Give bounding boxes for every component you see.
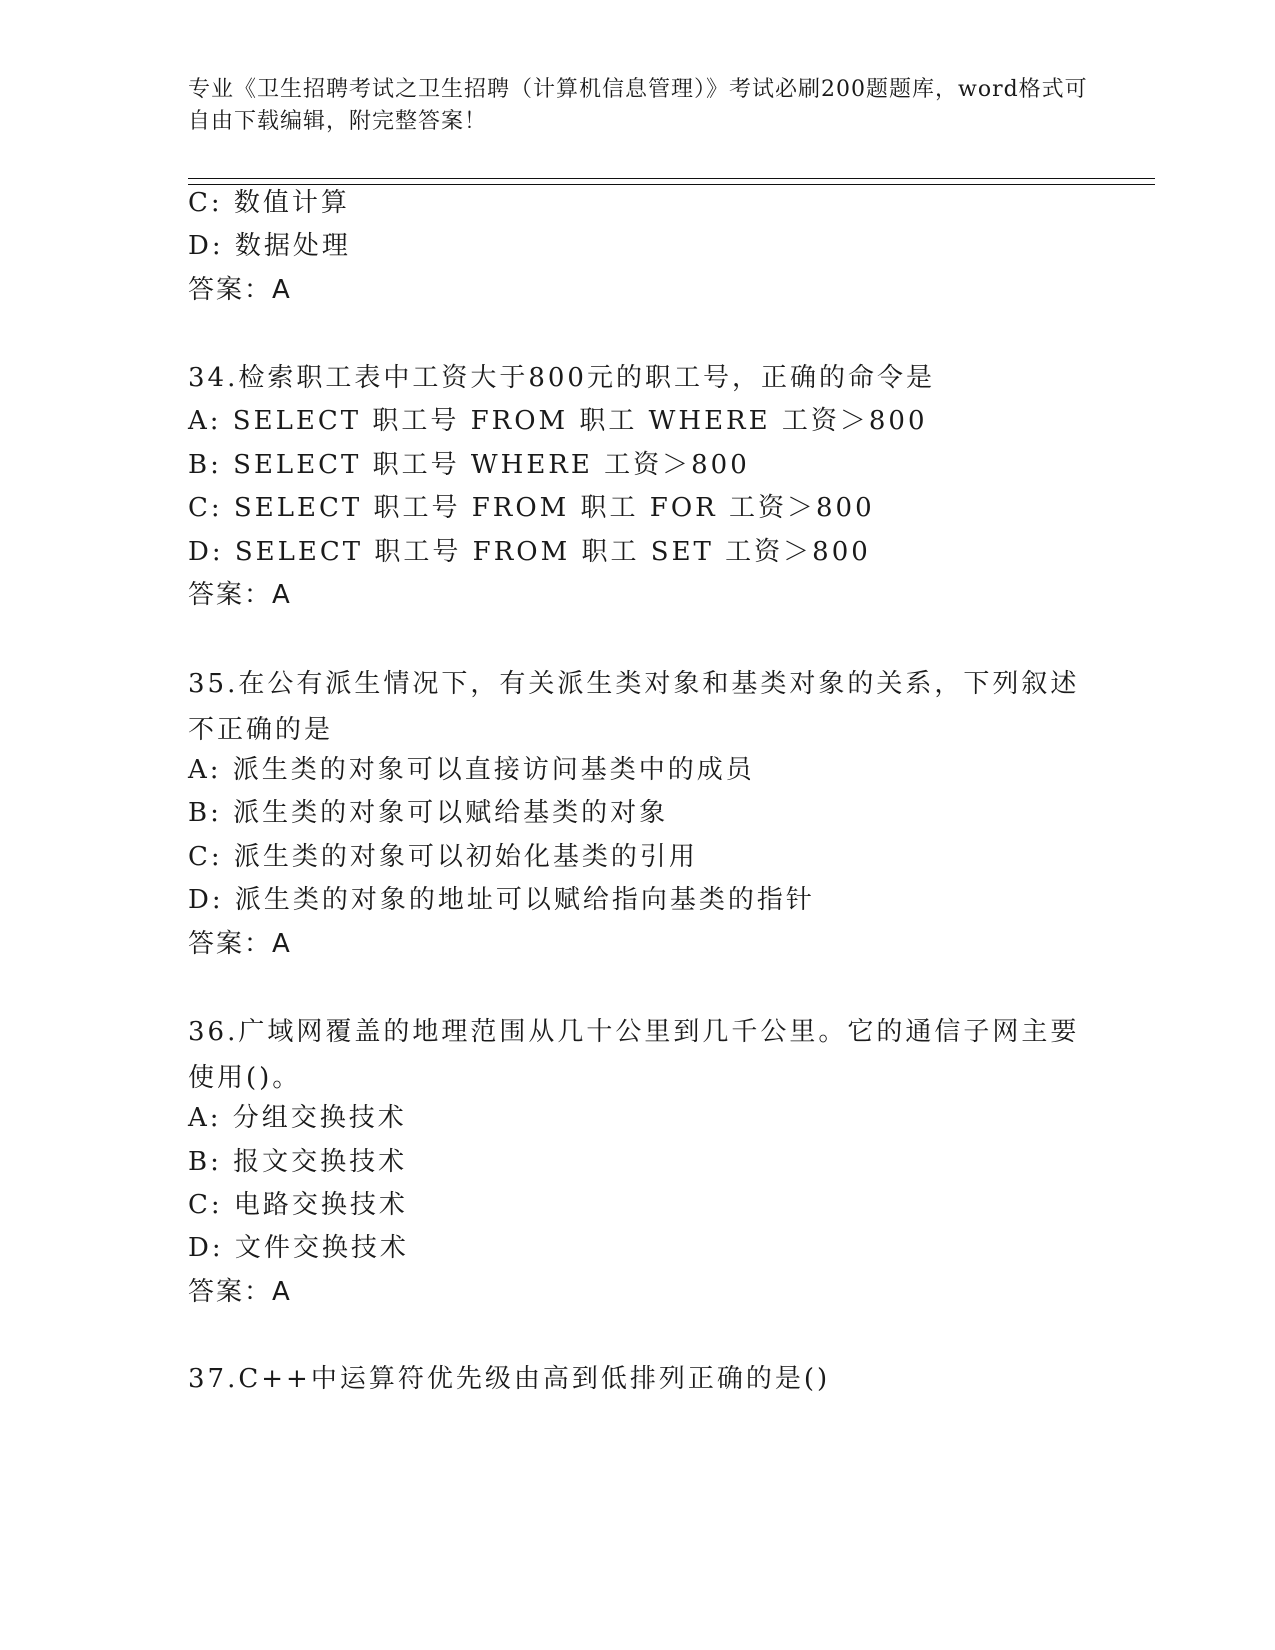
q37-question: 37.C++中运算符优先级由高到低排列正确的是() — [188, 1364, 831, 1394]
q36-option-b: B: 报文交换技术 — [188, 1147, 408, 1177]
q35-option-a: A: 派生类的对象可以直接访问基类中的成员 — [188, 755, 755, 785]
header-divider-top — [188, 178, 1155, 179]
q34-option-c: C: SELECT 职工号 FROM 职工 FOR 工资＞800 — [188, 493, 875, 523]
q36-question: 36.广域网覆盖的地理范围从几十公里到几千公里。它的通信子网主要使用()。 — [188, 1017, 1080, 1093]
q36-option-a: A: 分组交换技术 — [188, 1103, 407, 1133]
document-header: 专业《卫生招聘考试之卫生招聘（计算机信息管理）》考试必刷200题题库，word格式可自由下载编辑，附完整答案！ — [188, 77, 1088, 134]
q34-option-b: B: SELECT 职工号 WHERE 工资＞800 — [188, 450, 750, 480]
q36-option-c: C: 电路交换技术 — [188, 1190, 408, 1220]
q36-answer: 答案：A — [188, 1277, 292, 1307]
q35-option-c: C: 派生类的对象可以初始化基类的引用 — [188, 842, 698, 872]
q35-answer: 答案：A — [188, 929, 292, 959]
q35-option-b: B: 派生类的对象可以赋给基类的对象 — [188, 798, 669, 828]
header-divider-bottom — [188, 184, 1155, 185]
q34-question: 34.检索职工表中工资大于800元的职工号，正确的命令是 — [188, 363, 935, 393]
q34-option-a: A: SELECT 职工号 FROM 职工 WHERE 工资＞800 — [188, 406, 928, 436]
q34-option-d: D: SELECT 职工号 FROM 职工 SET 工资＞800 — [188, 537, 871, 567]
q33-option-d: D: 数据处理 — [188, 231, 351, 261]
q33-answer: 答案：A — [188, 275, 292, 305]
q34-answer: 答案：A — [188, 580, 292, 610]
q36-option-d: D: 文件交换技术 — [188, 1233, 409, 1263]
q33-option-c: C: 数值计算 — [188, 188, 350, 218]
q35-question: 35.在公有派生情况下，有关派生类对象和基类对象的关系，下列叙述不正确的是 — [188, 669, 1080, 745]
q35-option-d: D: 派生类的对象的地址可以赋给指向基类的指针 — [188, 885, 815, 915]
